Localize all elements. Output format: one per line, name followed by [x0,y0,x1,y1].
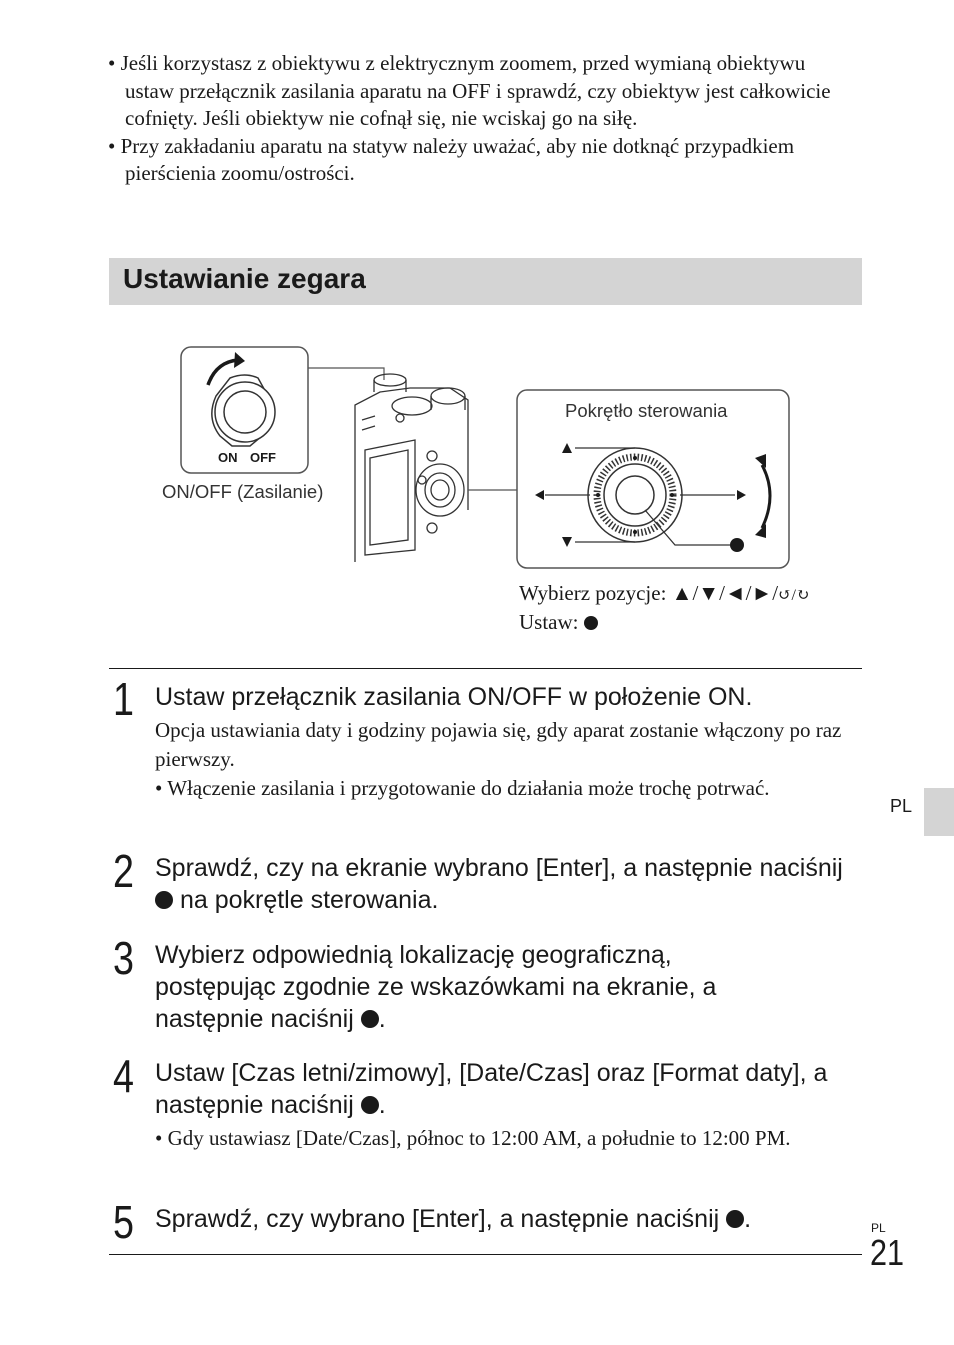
step-title: Wybierz odpowiednią lokalizację geograficzną, postępując zgodnie ze wskazówkami na ekranie, a następnie naciśnij . [155,941,717,1033]
step-number: 1 [113,673,134,725]
step-body: Opcja ustawiania daty i godziny pojawia się, gdy aparat zostanie włączony po raz pierwszy. • Włączenie zasilania i przygotowanie do działania może trochę potrwać. [155,716,845,803]
switch-off-label: OFF [250,450,276,465]
language-tab [924,788,954,836]
step-title: Ustaw przełącznik zasilania ON/OFF w położenie ON. [155,683,753,711]
step-title: Sprawdź, czy na ekranie wybrano [Enter], a następnie naciśnij na pokrętle sterowania. [155,854,843,914]
select-instruction: Wybierz pozycje: ▲/▼/◄/►/↺/↻ [519,581,810,605]
footer-language: PL [871,1221,886,1235]
step-title: Ustaw [Czas letni/zimowy], [Date/Czas] oraz [Format daty], a następnie naciśnij . [155,1059,828,1119]
step-title: Sprawdź, czy wybrano [Enter], a następnie naciśnij . [155,1205,752,1233]
control-wheel-label: Pokrętło sterowania [565,400,728,421]
switch-on-label: ON [218,450,238,465]
rotate-icons: ↺/↻ [778,587,810,604]
page-number: 21 [870,1232,905,1273]
center-button-icon [730,538,744,552]
center-button-icon [584,616,598,630]
center-button-icon [361,1096,379,1114]
section-title: Ustawianie zegara [123,263,366,294]
step-number: 3 [113,932,134,984]
power-switch-label: ON/OFF (Zasilanie) [162,481,324,502]
intro-bullet: • Jeśli korzystasz z obiektywu z elektrycznym zoomem, przed wymianą obiektywu ustaw przełącznik zasilania aparatu na OFF i sprawdź, czy obiektyw jest całkowicie cofnięty. Jeśli obiektyw nie cofnął się, nie wciskaj go na siłę. [108,51,831,130]
steps-top-rule [109,668,862,669]
set-instruction: Ustaw: [519,609,809,635]
center-button-icon [361,1010,379,1028]
step-number: 5 [113,1196,134,1248]
intro-notes [108,50,858,188]
step-bullet: • Gdy ustawiasz [Date/Czas], północ to 12:00 AM, a południe to 12:00 PM. [155,1126,791,1150]
center-button-icon [726,1210,744,1228]
step-body [155,1124,845,1153]
step-bullet: • Włączenie zasilania i przygotowanie do działania może trochę potrwać. [155,776,770,800]
language-tab-label: PL [890,796,913,816]
step-number: 4 [113,1050,134,1102]
intro-bullet: • Przy zakładaniu aparatu na statyw należy uważać, aby nie dotknąć przypadkiem pierścienia zoomu/ostrości. [108,133,795,185]
section-header [109,258,862,305]
clock-setup-figure [150,340,850,640]
step-number: 2 [113,845,134,897]
control-wheel [588,448,682,542]
center-button-icon [155,891,173,909]
wheel-instructions [519,580,809,635]
steps-bottom-rule [109,1254,862,1255]
